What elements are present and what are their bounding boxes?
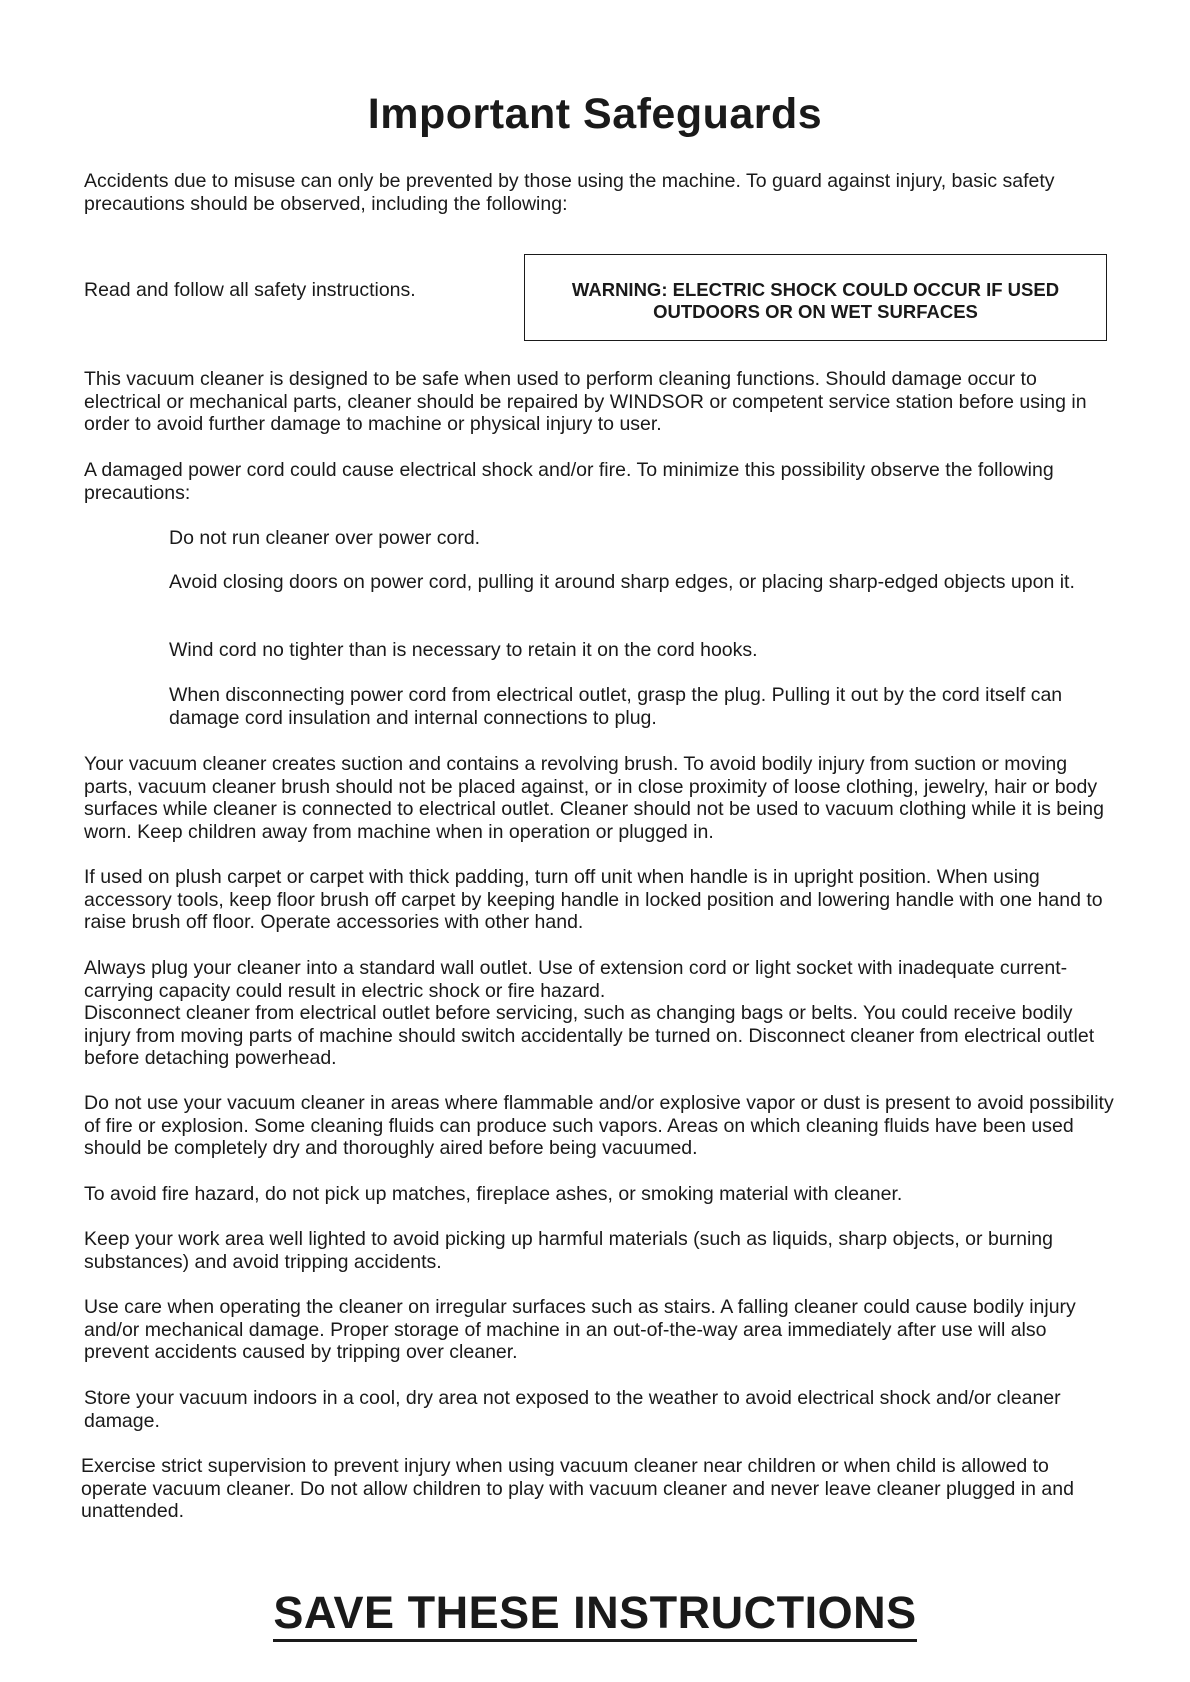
warning-text	[572, 279, 1059, 323]
supervision-paragraph: Exercise strict supervision to prevent injury when using vacuum cleaner near children or when child is allowed to operate vacuum cleaner. Do not allow children to play with vacuum cleaner and never leave cleaner plugged in and unattended.	[81, 1455, 1074, 1522]
wall-outlet-paragraph: Always plug your cleaner into a standard wall outlet. Use of extension cord or light socket with inadequate current-carrying capacity could result in electric shock or fire hazard.	[84, 957, 1068, 1002]
cord-precaution-item: Wind cord no tighter than is necessary to retain it on the cord hooks.	[169, 639, 758, 661]
power-cord-paragraph: A damaged power cord could cause electrical shock and/or fire. To minimize this possibility observe the following precautions:	[84, 459, 1054, 504]
flammable-paragraph: Do not use your vacuum cleaner in areas where flammable and/or explosive vapor or dust is present to avoid possibility of fire or explosion. Some cleaning fluids can produce such vapors. Areas on which cleaning fluids have been used should be completely dry and thoroughly aired before being vacuumed.	[84, 1092, 1114, 1159]
footer-heading	[0, 1588, 1190, 1642]
cord-precaution-item: Do not run cleaner over power cord.	[169, 527, 481, 549]
designed-safe-paragraph: This vacuum cleaner is designed to be safe when used to perform cleaning functions. Should damage occur to electrical or mechanical parts, cleaner should be repaired by WINDSOR or competent service station before using in order to avoid further damage to machine or physical injury to user.	[84, 368, 1087, 435]
plush-carpet-paragraph: If used on plush carpet or carpet with thick padding, turn off unit when handle is in upright position. When using accessory tools, keep floor brush off carpet by keeping handle in locked position and lowering handle with one hand to raise brush off floor. Operate accessories with other hand.	[84, 866, 1103, 933]
disconnect-paragraph: Disconnect cleaner from electrical outlet before servicing, such as changing bags or belts. You could receive bodily injury from moving parts of machine should switch accidentally be turned on. Disconnect cleaner from electrical outlet before detaching powerhead.	[84, 1002, 1095, 1069]
suction-paragraph: Your vacuum cleaner creates suction and contains a revolving brush. To avoid bodily injury from suction or moving parts, vacuum cleaner brush should not be placed against, or in close proximity of loose clothing, jewelry, hair or body surfaces while cleaner is connected to electrical outlet. Cleaner should not be used to vacuum clothing while it is being worn. Keep children away from machine when in operation or plugged in.	[84, 753, 1104, 843]
warning-line-2: OUTDOORS OR ON WET SURFACES	[653, 301, 978, 322]
read-follow-text: Read and follow all safety instructions.	[84, 279, 416, 301]
warning-box	[524, 254, 1107, 341]
irregular-surfaces-paragraph: Use care when operating the cleaner on irregular surfaces such as stairs. A falling cleaner could cause bodily injury and/or mechanical damage. Proper storage of machine in an out-of-the-way area immediately after use will also prevent accidents caused by tripping over cleaner.	[84, 1296, 1076, 1363]
lighted-paragraph: Keep your work area well lighted to avoid picking up harmful materials (such as liquids, sharp objects, or burning substances) and avoid tripping accidents.	[84, 1228, 1053, 1273]
store-paragraph: Store your vacuum indoors in a cool, dry area not exposed to the weather to avoid electrical shock and/or cleaner damage.	[84, 1387, 1061, 1432]
save-instructions-text: SAVE THESE INSTRUCTIONS	[273, 1588, 916, 1642]
intro-paragraph: Accidents due to misuse can only be prevented by those using the machine. To guard against injury, basic safety precautions should be observed, including the following:	[84, 170, 1055, 215]
cord-precaution-item: When disconnecting power cord from electrical outlet, grasp the plug. Pulling it out by the cord itself can damage cord insulation and internal connections to plug.	[169, 684, 1063, 729]
cord-precaution-item: Avoid closing doors on power cord, pulling it around sharp edges, or placing sharp-edged objects upon it.	[169, 571, 1075, 593]
page-title: Important Safeguards	[367, 90, 823, 138]
warning-line-1: WARNING: ELECTRIC SHOCK COULD OCCUR IF USED	[571, 279, 1060, 300]
fire-hazard-paragraph: To avoid fire hazard, do not pick up matches, fireplace ashes, or smoking material with cleaner.	[84, 1183, 903, 1205]
